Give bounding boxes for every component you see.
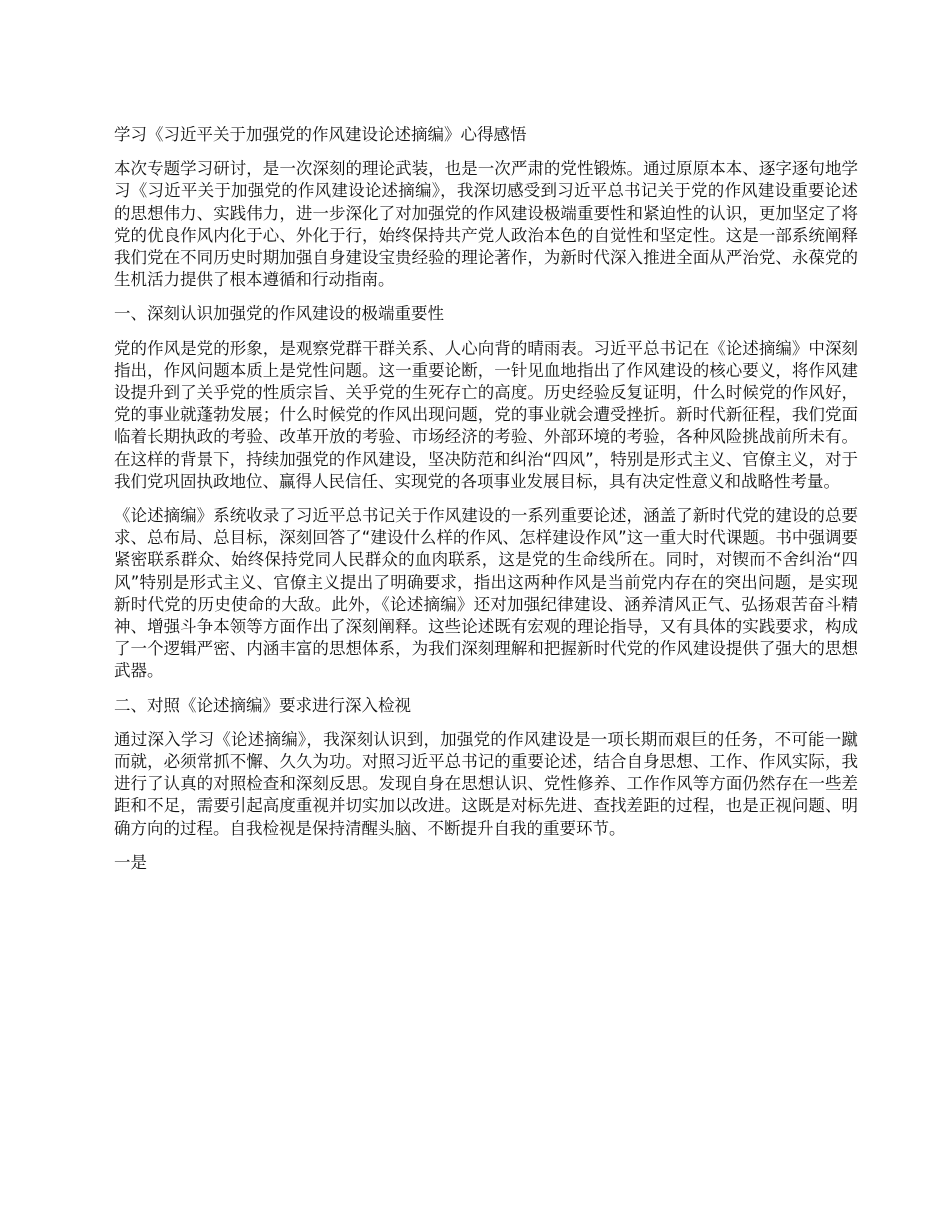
section2-paragraph-1: 通过深入学习《论述摘编》，我深刻认识到，加强党的作风建设是一项长期而艰巨的任务，不可能一蹴而就，必须常抓不懈、久久为功。对照习近平总书记的重要论述，结合自身思想、工作、作风实际，我进行了认真的对照检查和深刻反思。发现自身在思想认识、党性修养、工作作风等方面仍然存在一些差距和不足，需要引起高度重视并切实加以改进。这既是对标先进、查找差距的过程，也是正视问题、明确方向的过程。自我检视是保持清醒头脑、不断提升自我的重要环节。 [114, 729, 858, 838]
section1-paragraph-1: 党的作风是党的形象，是观察党群干群关系、人心向背的晴雨表。习近平总书记在《论述摘编》中深刻指出，作风问题本质上是党性问题。这一重要论断，一针见血地指出了作风建设的核心要义，将作风建设提升到了关乎党的性质宗旨、关乎党的生死存亡的高度。历史经验反复证明，什么时候党的作风好，党的事业就蓬勃发展；什么时候党的作风出现问题，党的事业就会遭受挫折。新时代新征程，我们党面临着长期执政的考验、改革开放的考验、市场经济的考验、外部环境的考验，各种风险挑战前所未有。在这样的背景下，持续加强党的作风建设，坚决防范和纠治“四风”，特别是形式主义、官僚主义，对于我们党巩固执政地位、赢得人民信任、实现党的各项事业发展目标，具有决定性意义和战略性考量。 [114, 338, 858, 491]
section1-paragraph-2: 《论述摘编》系统收录了习近平总书记关于作风建设的一系列重要论述，涵盖了新时代党的建设的总要求、总布局、总目标，深刻回答了“建设什么样的作风、怎样建设作风”这一重大时代课题。书中强调要紧密联系群众、始终保持党同人民群众的血肉联系，这是党的生命线所在。同时，对锲而不舍纠治“四风”特别是形式主义、官僚主义提出了明确要求，指出这两种作风是当前党内存在的突出问题，是实现新时代党的历史使命的大敌。此外，《论述摘编》还对加强纪律建设、涵养清风正气、弘扬艰苦奋斗精神、增强斗争本领等方面作出了深刻阐释。这些论述既有宏观的理论指导，又有具体的实践要求，构成了一个逻辑严密、内涵丰富的思想体系，为我们深刻理解和把握新时代党的作风建设提供了强大的思想武器。 [114, 506, 858, 681]
intro-paragraph: 本次专题学习研讨，是一次深刻的理论武装，也是一次严肃的党性锻炼。通过原原本本、逐字逐句地学习《习近平关于加强党的作风建设论述摘编》，我深切感受到习近平总书记关于党的作风建设重要论述的思想伟力、实践伟力，进一步深化了对加强党的作风建设极端重要性和紧迫性的认识，更加坚定了将党的优良作风内化于心、外化于行，始终保持共产党人政治本色的自觉性和坚定性。这是一部系统阐释我们党在不同历史时期加强自身建设宝贵经验的理论著作，为新时代深入推进全面从严治党、永葆党的生机活力提供了根本遵循和行动指南。 [114, 159, 858, 290]
section-heading-2: 二、对照《论述摘编》要求进行深入检视 [114, 695, 411, 715]
document-page [114, 124, 858, 886]
section-heading-1: 一、深刻认识加强党的作风建设的极端重要性 [114, 304, 444, 324]
document-title: 学习《习近平关于加强党的作风建设论述摘编》心得感悟 [114, 125, 527, 144]
section2-paragraph-2: 一是 [114, 852, 147, 872]
